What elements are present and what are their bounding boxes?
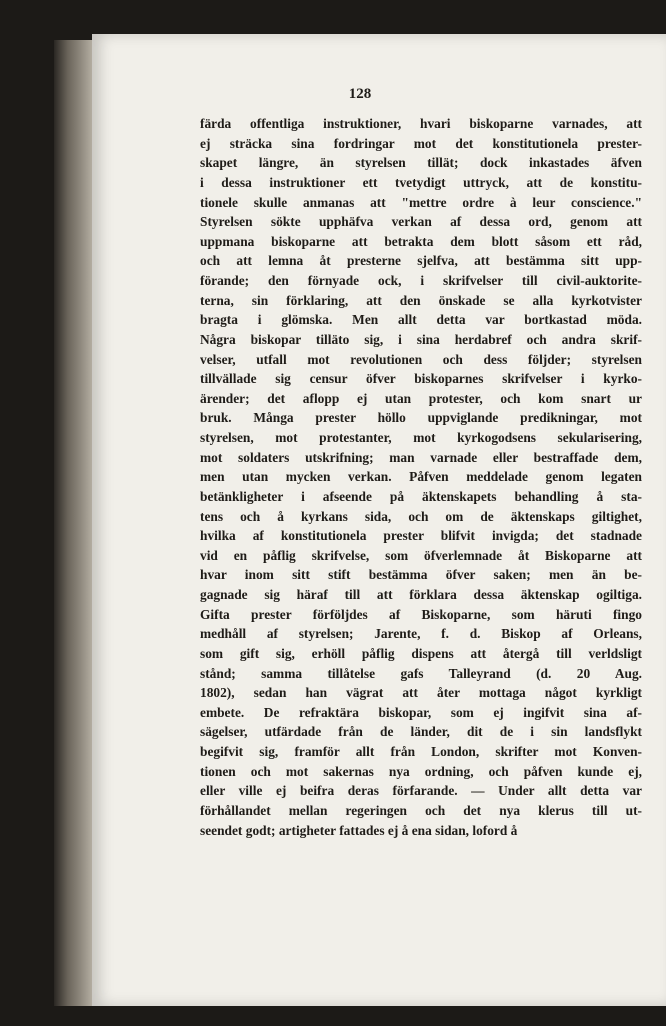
text-line: ej sträcka sina fordringar mot det konstitutionela prester- <box>200 135 642 151</box>
text-line: uppmana biskoparne att betrakta dem blott såsom ett råd, <box>200 233 642 249</box>
text-line: Gifta prester förföljdes af Biskoparne, som häruti fingo <box>200 606 642 622</box>
text-line: i dessa instruktioner ett tvetydigt uttryck, att de konstitu- <box>200 174 642 190</box>
text-line: tionen och mot sakernas nya ordning, och påfven kunde ej, <box>200 763 642 779</box>
text-line: hvar inom sitt stift bestämma öfver saken; men än be- <box>200 567 642 583</box>
text-line: tionele skulle anmanas att "mettre ordre à leur conscience." <box>200 194 642 210</box>
text-line: bruk. Många prester höllo uppviglande predikningar, mot <box>200 410 642 426</box>
text-line: tillvällade sig censur öfver biskoparnes skrifvelser i kyrko- <box>200 371 642 387</box>
text-line: bragta i glömska. Men allt detta var bortkastad möda. <box>200 312 642 328</box>
text-line: gagnade sig häraf till att förklara dessa äktenskap ogiltiga. <box>200 587 642 602</box>
text-line: sägelser, utfärdade från de länder, dit de i sin landsflykt <box>200 724 642 740</box>
text-line: terna, sin förklaring, att den önskade se alla kyrkotvister <box>200 292 642 308</box>
text-line: skapet längre, än styrelsen tillät; dock inkastades äfven <box>200 155 642 171</box>
text-line: embete. De refraktära biskopar, som ej ingifvit sina af- <box>200 704 642 720</box>
text-line: styrelsen, mot protestanter, mot kyrkogodsens sekularisering, <box>200 430 642 445</box>
body-text <box>200 114 642 840</box>
text-line: stånd; samma tillåtelse gafs Talleyrand (d. 20 Aug. <box>200 665 642 681</box>
text-line: förhållandet mellan regeringen och det nya klerus till ut- <box>200 802 642 818</box>
text-line: hvilka af konstitutionela prester blifvit invigda; det stadnade <box>200 528 642 544</box>
text-line: förande; den förnyade ock, i skrifvelser till civil-auktorite- <box>200 273 642 288</box>
text-line: vid en påflig skrifvelse, som öfverlemnade åt Biskoparne att <box>200 547 642 563</box>
text-line: 1802), sedan han vägrat att åter mottaga något kyrkligt <box>200 685 642 701</box>
text-line: Några biskopar tilläto sig, i sina herdabref och andra skrif- <box>200 331 642 347</box>
text-line: mot soldaters utskrifning; man varnade eller bestraffade dem, <box>200 449 642 465</box>
page-number: 128 <box>348 86 372 102</box>
text-line: eller ville ej beifra deras förfarande. — Under allt detta var <box>200 783 642 799</box>
text-line: medhåll af styrelsen; Jarente, f. d. Biskop af Orleans, <box>200 626 642 642</box>
text-line: färda offentliga instruktioner, hvari biskoparne varnades, att <box>200 116 642 131</box>
text-line: tens och å kyrkans sida, och om de äktenskaps giltighet, <box>200 508 642 524</box>
text-line: och att lemna åt presterne sjelfva, att bestämma sitt upp- <box>200 253 642 269</box>
text-line: begifvit sig, framför allt från London, skrifter mot Konven- <box>200 744 642 759</box>
text-line: seendet godt; artigheter fattades ej å ena sidan, loford å <box>200 822 518 838</box>
text-line: betänkligheter i afseende på äktenskapets behandling å sta- <box>200 488 642 504</box>
text-line: velser, utfall mot revolutionen och dess följder; styrelsen <box>200 351 642 367</box>
book-gutter-shadow <box>54 40 94 1006</box>
text-line: ärender; det aflopp ej utan protester, och kom snart ur <box>200 390 642 406</box>
text-line: men utan mycken verkan. Påfven meddelade genom legaten <box>200 469 642 485</box>
text-line: som gift sig, erhöll påflig dispens att återgå till verldsligt <box>200 645 642 661</box>
text-line: Styrelsen sökte upphäfva verkan af dessa ord, genom att <box>200 214 642 230</box>
